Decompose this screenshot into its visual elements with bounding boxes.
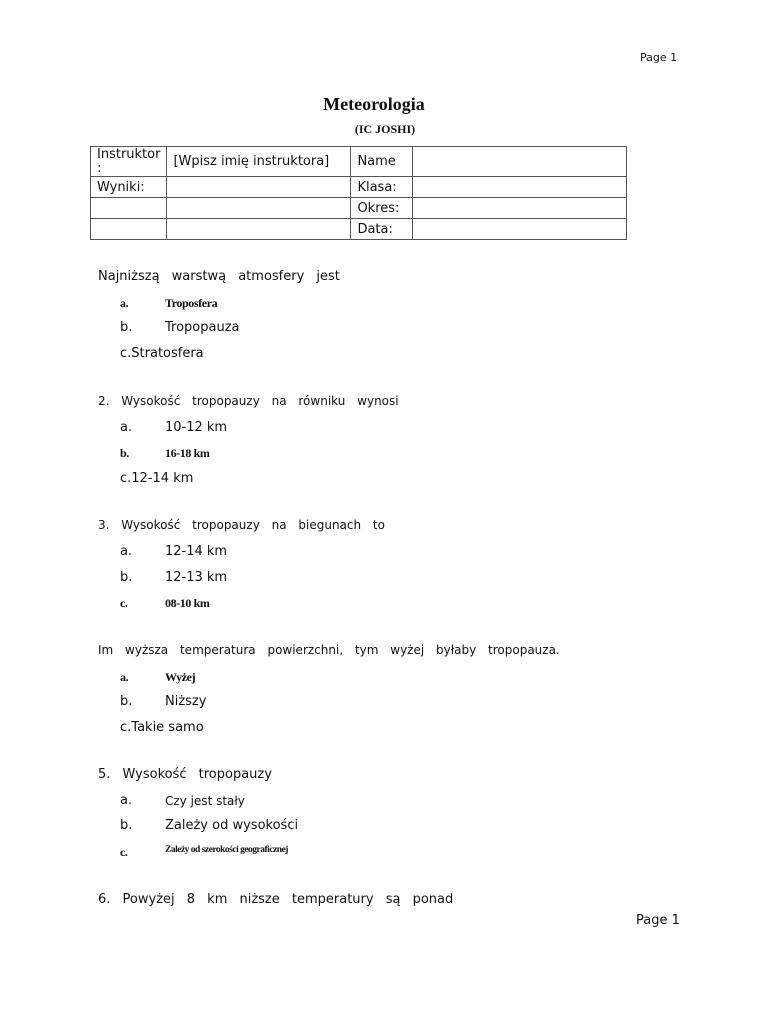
- empty-cell[interactable]: [167, 198, 351, 219]
- option-text: 10-12 km: [165, 420, 228, 435]
- option-label: b.: [120, 694, 133, 709]
- option-text: 16-18 km: [165, 446, 210, 460]
- label-instruktor: Instruktor :: [91, 147, 167, 177]
- instructor-name-field[interactable]: [Wpisz imię instruktora]: [167, 147, 351, 177]
- option-label: a.: [120, 544, 133, 559]
- table-row: [91, 198, 627, 219]
- wyniki-value-field[interactable]: [167, 177, 351, 198]
- option-label: c.: [120, 845, 128, 859]
- label-name: Name: [351, 147, 413, 177]
- option-text: 12-14 km: [165, 544, 228, 559]
- table-row: [91, 219, 627, 240]
- table-row: [91, 177, 627, 198]
- option-text: Niższy: [165, 694, 207, 709]
- empty-cell: [91, 198, 167, 219]
- option-label: a.: [120, 420, 133, 435]
- option-label: b.: [120, 320, 133, 335]
- option-label: b.: [120, 570, 133, 585]
- info-table: [90, 146, 627, 240]
- option-text: Zależy od wysokości: [165, 818, 299, 833]
- option-item: c.Stratosfera: [120, 346, 204, 361]
- option-text: 08-10 km: [165, 596, 210, 610]
- option-label: a.: [120, 793, 133, 808]
- option-item: c.12-14 km: [120, 471, 194, 486]
- option-item: c.Takie samo: [120, 720, 204, 735]
- option-text: Zależy od szerokości geograficznej: [165, 845, 288, 855]
- option-label: a.: [120, 296, 129, 310]
- label-klasa: Klasa:: [351, 177, 413, 198]
- question-2: 2. Wysokość tropopauzy na równiku wynosi: [98, 394, 399, 408]
- document-title: Meteorologia: [323, 94, 425, 114]
- okres-value-field[interactable]: [413, 198, 627, 219]
- option-label: c.: [120, 596, 128, 610]
- option-text: 12-13 km: [165, 570, 228, 585]
- question-4: Im wyższa temperatura powierzchni, tym wyżej byłaby tropopauza.: [98, 643, 560, 657]
- data-value-field[interactable]: [413, 219, 627, 240]
- option-label: b.: [120, 818, 133, 833]
- klasa-value-field[interactable]: [413, 177, 627, 198]
- name-value-field[interactable]: [413, 147, 627, 177]
- question-1: Najniższą warstwą atmosfery jest: [98, 269, 340, 284]
- option-text: Troposfera: [165, 296, 218, 310]
- page-number-footer: Page 1: [636, 913, 680, 928]
- question-6: 6. Powyżej 8 km niższe temperatury są ponad: [98, 892, 454, 907]
- label-data: Data:: [351, 219, 413, 240]
- table-row: [91, 147, 627, 177]
- question-5: 5. Wysokość tropopauzy: [98, 767, 272, 782]
- option-text: Tropopauza: [165, 320, 240, 335]
- option-text: Wyżej: [165, 670, 196, 684]
- question-3: 3. Wysokość tropopauzy na biegunach to: [98, 518, 385, 532]
- empty-cell[interactable]: [167, 219, 351, 240]
- document-subtitle: (IC JOSHI): [354, 122, 416, 136]
- page-number-header: Page 1: [640, 51, 678, 64]
- option-label: b.: [120, 446, 129, 460]
- label-wyniki: Wyniki:: [91, 177, 167, 198]
- option-label: a.: [120, 670, 129, 684]
- label-okres: Okres:: [351, 198, 413, 219]
- empty-cell: [91, 219, 167, 240]
- option-text: Czy jest stały: [165, 794, 245, 808]
